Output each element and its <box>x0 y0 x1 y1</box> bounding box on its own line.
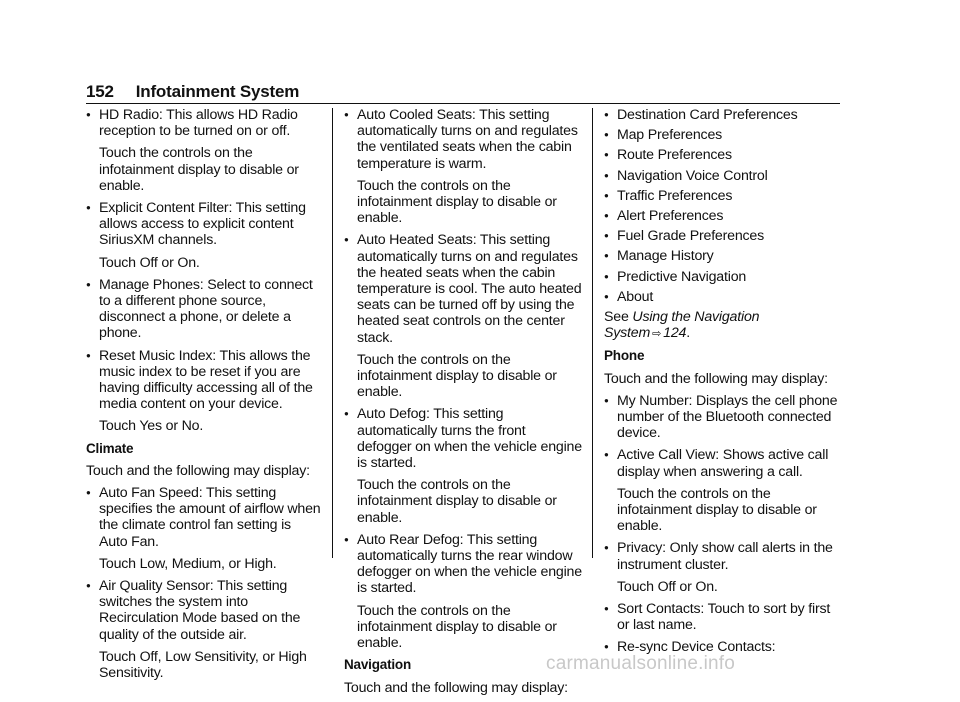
indented-note: Touch Off, Low Sensitivity, or High Sensitivity. <box>99 648 307 682</box>
nav-menu-item: ● Fuel Grade Preferences <box>604 228 840 244</box>
nav-menu-item: ● Route Preferences <box>604 147 840 163</box>
bullet-item: ● Active Call View: Shows active call display when answering a call. <box>604 447 840 479</box>
section-heading: Navigation <box>344 657 412 673</box>
indented-note: Touch Low, Medium, or High. <box>99 555 277 572</box>
indented-note: Touch the controls on the infotainment display to disable or enable. <box>357 177 557 227</box>
section-title: Infotainment System <box>135 82 300 101</box>
bullet-item: ● My Number: Displays the cell phone number of the Bluetooth connected device. <box>604 393 840 442</box>
watermark: carmanualsonline.info <box>546 653 736 674</box>
bullet-item: ● Auto Cooled Seats: This setting automatically turns on and regulates the ventilated seats when the cabin temperature is warm. <box>344 107 582 172</box>
bullet-item: ● HD Radio: This allows HD Radio reception to be turned on or off. <box>86 107 321 139</box>
column-divider <box>332 108 333 558</box>
nav-menu-item: ● Map Preferences <box>604 127 840 143</box>
indented-note: Touch the controls on the infotainment display to disable or enable. <box>357 477 557 526</box>
section-heading: Climate <box>86 440 134 456</box>
indented-note: Touch Off or On. <box>99 254 200 271</box>
indented-note: Touch the controls on the infotainment display to disable or enable. <box>357 351 557 401</box>
indented-note: Touch Off or On. <box>617 578 718 595</box>
column-3 <box>604 107 840 662</box>
section-heading: Phone <box>604 348 645 364</box>
paragraph: Touch and the following may display: <box>604 370 828 387</box>
nav-menu-item: ● Manage History <box>604 248 840 264</box>
page-number: 152 <box>86 82 114 101</box>
bullet-item: ● Air Quality Sensor: This setting switches the system into Recirculation Mode based on the quality of the outside air. <box>86 578 321 643</box>
page-ref-arrow-icon: ⇨ <box>652 328 662 341</box>
header-rule <box>86 103 840 104</box>
indented-note: Touch the controls on the infotainment display to disable or enable. <box>357 602 557 652</box>
nav-menu-item: ● About <box>604 289 840 305</box>
nav-menu-item: ● Alert Preferences <box>604 208 840 224</box>
bullet-item: ● Auto Fan Speed: This setting specifies the amount of airflow when the climate control fan setting is Auto Fan. <box>86 485 321 550</box>
column-1 <box>86 107 321 687</box>
bullet-item: ● Manage Phones: Select to connect to a different phone source, disconnect a phone, or delete a phone. <box>86 277 321 342</box>
bullet-item: ● Sort Contacts: Touch to sort by first or last name. <box>604 601 840 633</box>
bullet-item: ● Auto Heated Seats: This setting automatically turns on and regulates the heated seats when the cabin temperature is cool. The auto heated seats can be turned off by using the heated seat controls on the center stack. <box>344 232 582 345</box>
nav-menu-item: ● Destination Card Preferences <box>604 107 840 123</box>
bullet-item: ● Auto Defog: This setting automatically turns the front defogger on when the vehicle engine is started. <box>344 406 582 471</box>
bullet-item: ● Re-sync Device Contacts: <box>604 639 840 655</box>
bullet-item: ● Reset Music Index: This allows the music index to be reset if you are having difficulty accessing all of the media content on your device. <box>86 348 321 413</box>
bullet-item: ● Explicit Content Filter: This setting allows access to explicit content SiriusXM channels. <box>86 200 321 249</box>
nav-menu-item: ● Traffic Preferences <box>604 188 840 204</box>
column-divider <box>592 108 593 558</box>
indented-note: Touch Yes or No. <box>99 418 204 435</box>
page-header <box>86 82 299 102</box>
bullet-item: ● Auto Rear Defog: This setting automatically turns the rear window defogger on when the vehicle engine is started. <box>344 532 582 597</box>
xref-page[interactable]: 124 <box>663 325 687 342</box>
column-2 <box>344 107 582 702</box>
indented-note: Touch the controls on the infotainment display to disable or enable. <box>99 145 299 194</box>
paragraph: Touch and the following may display: <box>86 462 310 479</box>
bullet-item: ● Privacy: Only show call alerts in the instrument cluster. <box>604 540 840 572</box>
nav-menu-item: ● Navigation Voice Control <box>604 168 840 184</box>
indented-note: Touch the controls on the infotainment display to disable or enable. <box>617 485 817 535</box>
nav-menu-item: ● Predictive Navigation <box>604 269 840 285</box>
xref-link[interactable]: Using the Navigation System <box>604 309 760 342</box>
paragraph: Touch and the following may display: <box>344 679 568 696</box>
cross-reference: See Using the Navigation System ⇨ 124. <box>604 309 760 342</box>
